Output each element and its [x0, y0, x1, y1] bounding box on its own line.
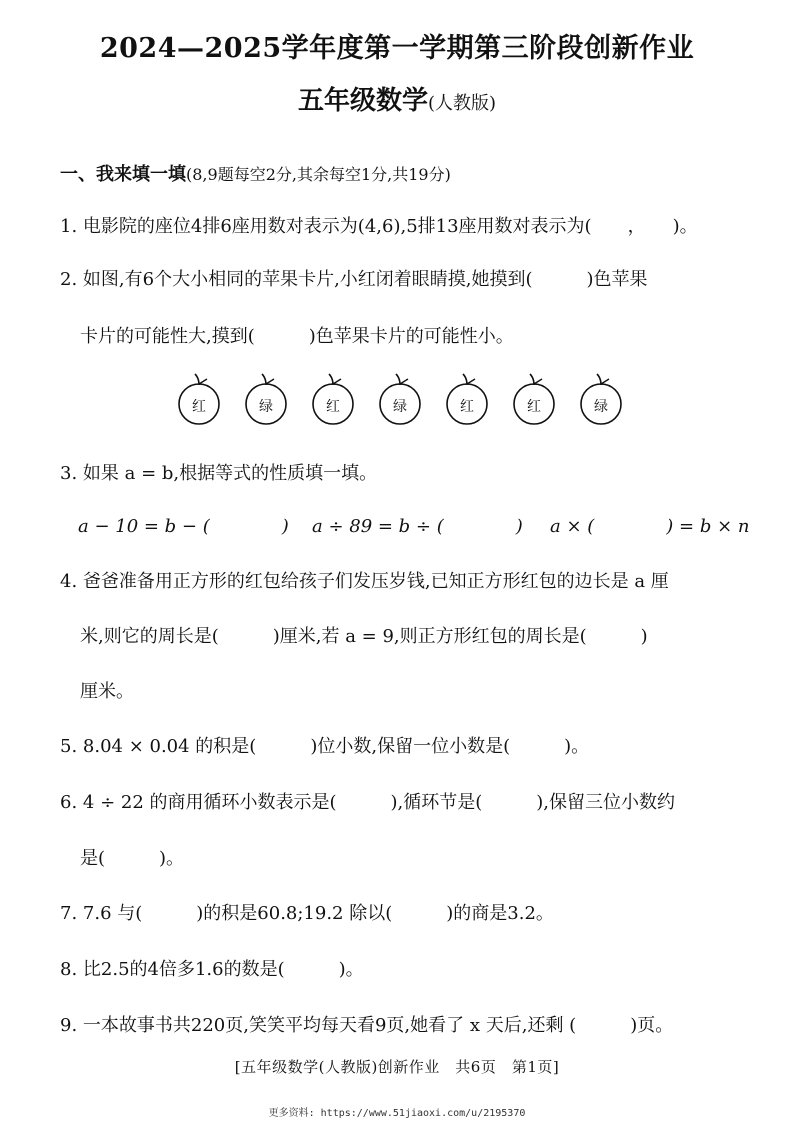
- subject-label: 五年级数学: [297, 86, 428, 116]
- question-3-equation-2: a ÷ 89 = b ÷ ( ): [312, 516, 523, 537]
- apple-card: [378, 368, 422, 430]
- question-2-line-1: 2. 如图,有6个大小相同的苹果卡片,小红闭着眼睛摸,她摸到( )色苹果: [60, 269, 648, 290]
- apple-card: [579, 368, 623, 430]
- question-4-line-2: 米,则它的周长是( )厘米,若 a = 9,则正方形红包的周长是( ): [80, 626, 648, 647]
- edition-label: (人教版): [427, 93, 497, 114]
- question-3-equation-1: a − 10 = b − ( ): [78, 516, 289, 537]
- section-heading: [60, 160, 451, 186]
- question-4-line-3: 厘米。: [80, 681, 134, 702]
- apple-label: 绿: [259, 399, 273, 415]
- page-subtitle: [0, 80, 794, 117]
- apple-label: 红: [326, 399, 340, 415]
- apple-label: 绿: [393, 399, 407, 415]
- question-6-line-1: 6. 4 ÷ 22 的商用循环小数表示是( ),循环节是( ),保留三位小数约: [60, 792, 676, 813]
- apple-card: [512, 368, 556, 430]
- question-1: 1. 电影院的座位4排6座用数对表示为(4,6),5排13座用数对表示为( ， )。: [60, 216, 698, 237]
- page-footer: [五年级数学(人教版)创新作业 共6页 第1页]: [234, 1058, 560, 1076]
- source-link[interactable]: 更多资料: https://www.51jiaoxi.com/u/2195370: [268, 1108, 526, 1119]
- question-9: 9. 一本故事书共220页,笑笑平均每天看9页,她看了 x 天后,还剩 ( )页。: [60, 1015, 674, 1036]
- question-8: 8. 比2.5的4倍多1.6的数是( )。: [60, 959, 364, 980]
- apple-card: [445, 368, 489, 430]
- question-4-line-1: 4. 爸爸准备用正方形的红包给孩子们发压岁钱,已知正方形红包的边长是 a 厘: [60, 571, 669, 592]
- question-7: 7. 7.6 与( )的积是60.8;19.2 除以( )的商是3.2。: [60, 903, 554, 924]
- question-6-line-2: 是( )。: [80, 848, 185, 869]
- apple-label: 红: [192, 399, 206, 415]
- section-points: (8,9题每空2分,其余每空1分,共19分): [186, 165, 451, 184]
- question-2-line-2: 卡片的可能性大,摸到( )色苹果卡片的可能性小。: [80, 326, 514, 347]
- question-5: 5. 8.04 × 0.04 的积是( )位小数,保留一位小数是( )。: [60, 736, 590, 757]
- section-title: 一、我来填一填: [60, 164, 186, 185]
- apple-cards: [177, 368, 627, 438]
- apple-label: 红: [527, 399, 541, 415]
- apple-label: 绿: [594, 399, 608, 415]
- question-3-equation-3: a × ( ) = b × n: [550, 516, 750, 537]
- apple-card: [311, 368, 355, 430]
- apple-card: [244, 368, 288, 430]
- question-3: 3. 如果 a = b,根据等式的性质填一填。: [60, 463, 378, 484]
- page-title: 2024—2025学年度第一学期第三阶段创新作业: [99, 33, 695, 64]
- apple-label: 红: [460, 399, 474, 415]
- apple-card: [177, 368, 221, 430]
